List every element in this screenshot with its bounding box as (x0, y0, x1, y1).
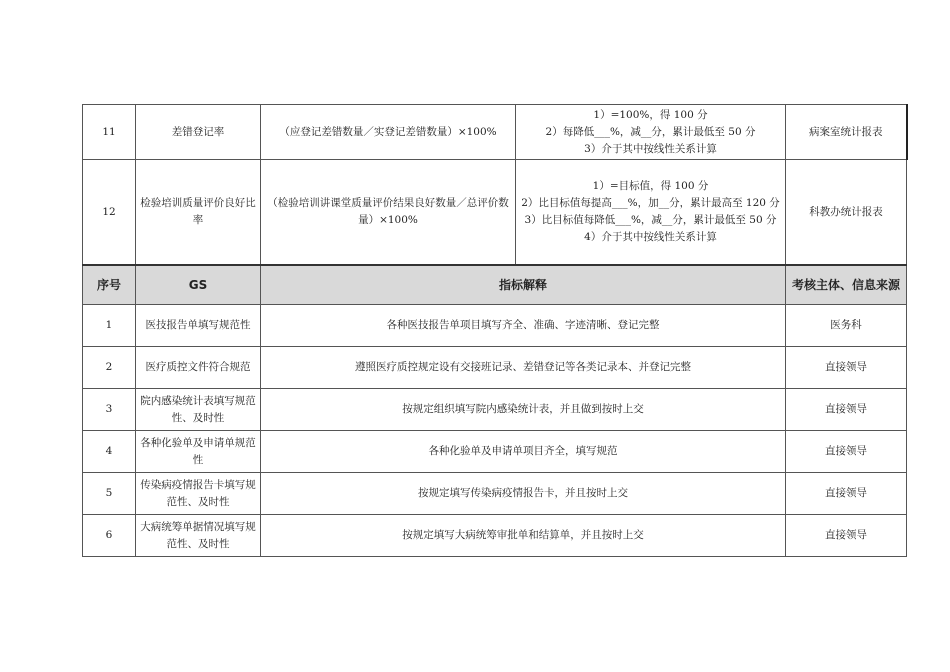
kpi-table (82, 104, 908, 557)
indicator-explanation: 按规定填写传染病疫情报告卡，并且按时上交 (261, 473, 786, 515)
indicator-name: 传染病疫情报告卡填写规范性、及时性 (136, 473, 261, 515)
info-source: 医务科 (786, 305, 907, 347)
indicator-name: 医疗质控文件符合规范 (136, 347, 261, 389)
table-header-row (83, 265, 907, 305)
indicator-explanation: 遵照医疗质控规定设有交接班记录、差错登记等各类记录本、并登记完整 (261, 347, 786, 389)
header-gs: GS (136, 265, 261, 305)
info-source: 直接领导 (786, 515, 907, 557)
indicator-name: 差错登记率 (136, 105, 261, 160)
indicator-formula: （应登记差错数量／实登记差错数量）×100% (261, 105, 516, 160)
header-no: 序号 (83, 265, 136, 305)
header-explanation: 指标解释 (261, 265, 786, 305)
info-source: 直接领导 (786, 347, 907, 389)
scoring-line: 3）比目标值每降低___%，减__分，累计最低至 50 分 (524, 214, 777, 226)
scoring-line: 1）=100%，得 100 分 (593, 108, 708, 121)
table-row (83, 515, 907, 557)
row-number: 1 (83, 305, 136, 347)
info-source: 科教办统计报表 (786, 160, 907, 266)
indicator-explanation: 按规定组织填写院内感染统计表，并且做到按时上交 (261, 389, 786, 431)
scoring-rules (516, 105, 786, 160)
scoring-line: 3）介于其中按线性关系计算 (584, 142, 717, 155)
scoring-line: 4）介于其中按线性关系计算 (584, 231, 717, 243)
header-source: 考核主体、信息来源 (786, 265, 907, 305)
scoring-line: 2）每降低___%，减__分，累计最低至 50 分 (545, 125, 756, 138)
info-source: 直接领导 (786, 389, 907, 431)
table-row (83, 473, 907, 515)
row-number: 12 (83, 160, 136, 266)
indicator-name: 检验培训质量评价良好比率 (136, 160, 261, 266)
table-row (83, 389, 907, 431)
scoring-line: 1）=目标值，得 100 分 (592, 180, 709, 192)
row-number: 5 (83, 473, 136, 515)
info-source: 病案室统计报表 (786, 105, 907, 160)
row-number: 11 (83, 105, 136, 160)
table-row (83, 305, 907, 347)
indicator-formula: （检验培训讲课堂质量评价结果良好数量／总评价数量）×100% (261, 160, 516, 266)
table-row (83, 160, 907, 266)
table-row (83, 431, 907, 473)
indicator-name: 院内感染统计表填写规范性、及时性 (136, 389, 261, 431)
row-number: 2 (83, 347, 136, 389)
table-row (83, 105, 907, 160)
indicator-name: 各种化验单及申请单规范性 (136, 431, 261, 473)
indicator-explanation: 按规定填写大病统筹审批单和结算单，并且按时上交 (261, 515, 786, 557)
info-source: 直接领导 (786, 431, 907, 473)
scoring-line: 2）比目标值每提高___%，加__分，累计最高至 120 分 (521, 197, 780, 209)
indicator-name: 医技报告单填写规范性 (136, 305, 261, 347)
row-number: 3 (83, 389, 136, 431)
scoring-rules (516, 160, 786, 266)
row-number: 4 (83, 431, 136, 473)
indicator-explanation: 各种医技报告单项目填写齐全、准确、字迹清晰、登记完整 (261, 305, 786, 347)
info-source: 直接领导 (786, 473, 907, 515)
indicator-name: 大病统筹单据情况填写规范性、及时性 (136, 515, 261, 557)
indicator-explanation: 各种化验单及申请单项目齐全，填写规范 (261, 431, 786, 473)
table-row (83, 347, 907, 389)
row-number: 6 (83, 515, 136, 557)
